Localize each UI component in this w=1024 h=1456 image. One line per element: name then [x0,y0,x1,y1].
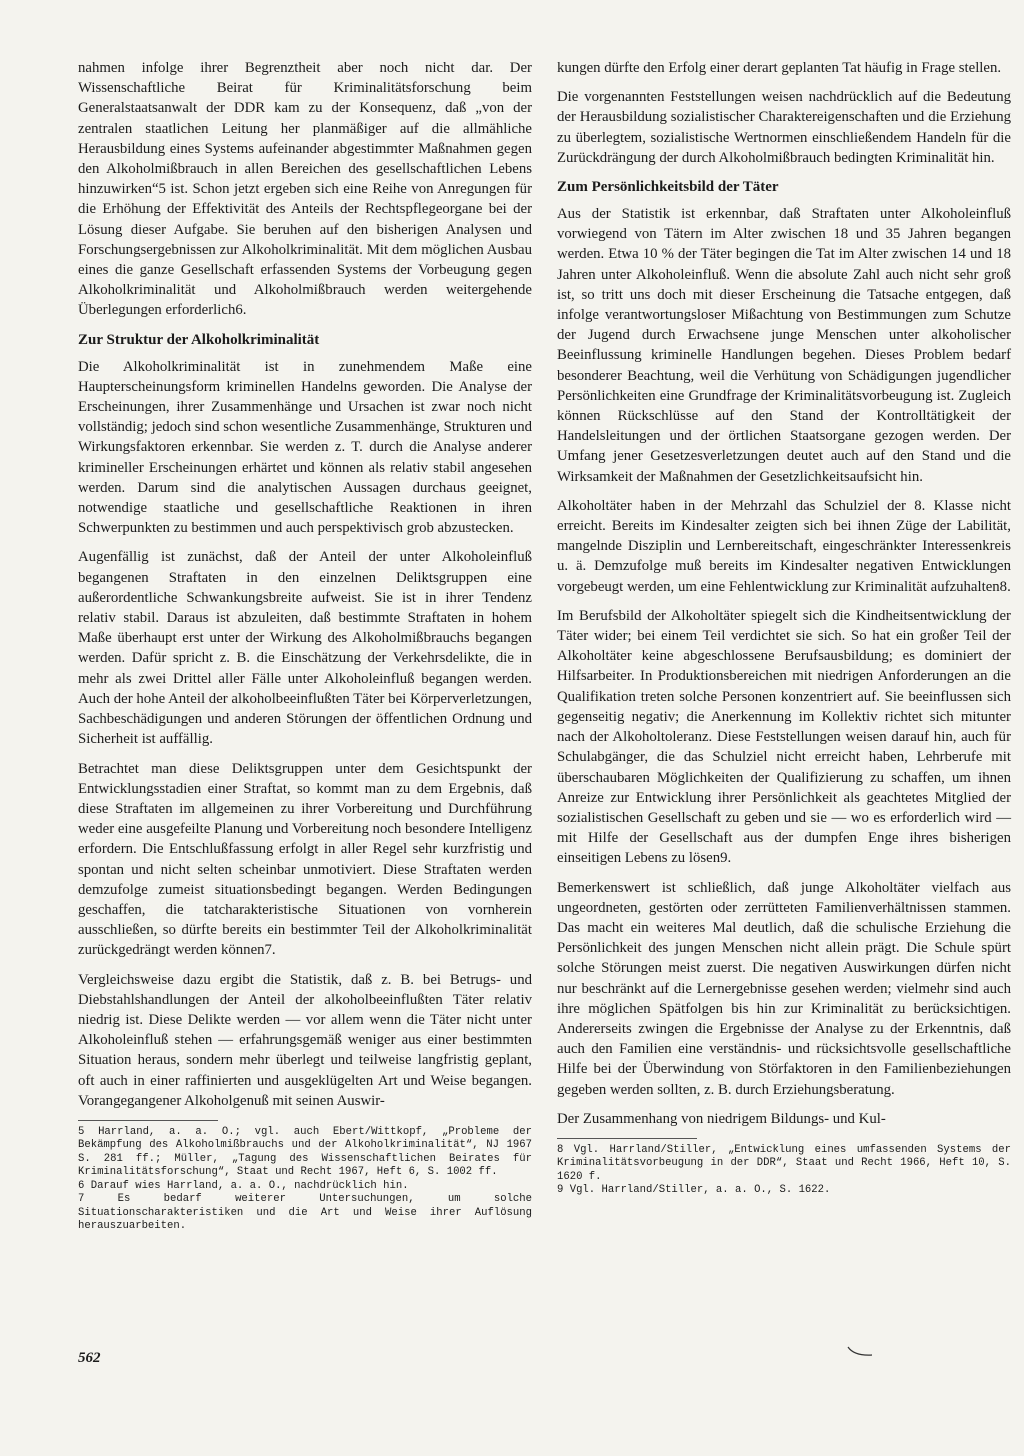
footnote: 7 Es bedarf weiterer Untersuchungen, um solche Situationscharakteristiken und die Art und Weise ihrer Auflösung herauszuarbeiten. [78,1193,532,1233]
paragraph: Vergleichsweise dazu ergibt die Statistik, daß z. B. bei Betrugs- und Diebstahlshandlungen der Anteil der alkoholbeeinflußten Täter relativ niedrig ist. Diese Delikte werden — vor allem wenn die Täter nicht unter Alkoholeinfluß stehen — erfahrungsgemäß weniger aus einer bestimmten Situation heraus, sondern mehr überlegt und teilweise langfristig geplant, oft auch in einer raffinierten und ausgeklügelten Art und Weise begangen. Vorangegangener Alkoholgenuß mit seinen Auswir- [78,971,532,1109]
paragraph: Der Zusammenhang von niedrigem Bildungs- und Kul- [557,1110,886,1127]
footnote-rule [78,1120,218,1121]
footnote: 5 Harrland, a. a. O.; vgl. auch Ebert/Wittkopf, „Probleme der Bekämpfung des Alkoholmißbrauchs und der Alkoholkriminalität“, NJ 1967 S. 281 ff.; Müller, „Tagung des Wissenschaftlichen Beirates für Kriminalitätsforschung“, Staat und Recht 1967, Heft 6, S. 1002 ff. [78,1125,532,1179]
left-column [78,58,532,1234]
paragraph: Im Berufsbild der Alkoholtäter spiegelt sich die Kindheitsentwicklung der Täter wider; bei einem Teil verdichtet sie sich. So hat ein großer Teil der Alkoholtäter keine abgeschlossene Berufsausbildung; es dominiert der Hilfsarbeiter. In Produktionsbereichen mit niedrigen Anforderungen an die Qualifikation treten solche Personen konzentriert auf. Sie beeinflussen sich gegenseitig negativ; die Anerkennung im Kollektiv richtet sich mitunter nach der Alkoholtoleranz. Diese Feststellungen weisen darauf hin, auch für Schulabgänger, die das Schulziel nicht erreicht haben, Lehrberufe mit überschaubaren Möglichkeiten der Qualifizierung zu schaffen, um ihnen Anreize zur Entwicklung ihrer Persönlichkeit als geachtetes Mitglied der sozialistischen Gesellschaft zu geben und sie — wo es erforderlich wird — mit Hilfe der Gesellschaft aus der dumpfen Enge ihres bisherigen einseitigen Lebens zu lösen9. [557,607,1011,867]
right-column [557,58,1011,1198]
footnote: 9 Vgl. Harrland/Stiller, a. a. O., S. 1622. [557,1184,831,1197]
footnote: 8 Vgl. Harrland/Stiller, „Entwicklung eines umfassenden Systems der Kriminalitätsvorbeugung in der DDR“, Staat und Recht 1966, Heft 10, S. 1620 f. [557,1143,1011,1183]
paragraph: Augenfällig ist zunächst, daß der Anteil der unter Alkoholeinfluß begangenen Straftaten in den einzelnen Deliktsgruppen eine außerordentliche Schwankungsbreite aufweist. Sie ist in ihrer Tendenz relativ stabil. Daraus ist abzuleiten, daß bestimmte Straftaten in hohem Maße überhaupt erst unter der Wirkung des Alkoholmißbrauchs begangen werden. Dafür spricht z. B. die Einschätzung der Verkehrsdelikte, die in mehr als zwei Drittel aller Fälle unter Alkoholeinfluß begangen werden. Auch der hohe Anteil der alkoholbeeinflußten Täter bei Körperverletzungen, Sachbeschädigungen und anderen Störungen der öffentlichen Ordnung und Sicherheit ist auffällig. [78,549,532,748]
paragraph: Die Alkoholkriminalität ist in zunehmendem Maße eine Haupterscheinungsform kriminellen Handelns geworden. Die Analyse der Erscheinungen, ihrer Zusammenhänge und Ursachen ist zwar noch nicht vollständig; jedoch sind schon wesentliche Zusammenhänge, Strukturen und Wirkungsfaktoren erkennbar. Sie werden z. T. durch die Analyse anderer krimineller Erscheinungen erhärtet und können als relativ stabil angesehen werden. Darum sind die analytischen Aussagen durchaus geeignet, notwendige staatliche und gesellschaftliche Reaktionen in ihren Schwerpunkten zu bestimmen und auch perspektivisch grob abzustecken. [78,358,532,537]
pen-mark-icon [846,1344,874,1358]
paragraph: Bemerkenswert ist schließlich, daß junge Alkoholtäter vielfach aus ungeordneten, gestörten oder zerrütteten Familienverhältnissen stammen. Das macht ein weiteres Mal deutlich, daß die schulische Erziehung die Persönlichkeit des jungen Menschen nicht allein prägt. Die Schule spürt solche Störungen meist zuerst. Die negativen Auswirkungen dürfen nicht nur beschränkt auf die Lernergebnisse gesehen werden; vielmehr sind auch ihre möglichen Spätfolgen bis hin zur Kriminalität zu berücksichtigen. Andererseits zwingen die Ergebnisse der Analyse zu der Erkenntnis, daß auch den Familien eine verständnis- und rücksichtsvolle gesellschaftliche Hilfe bei der Überwindung von Störfaktoren in den Familienbeziehungen gegeben werden sollten, z. B. durch Erziehungsberatung. [557,879,1011,1098]
paragraph: kungen dürfte den Erfolg einer derart geplanten Tat häufig in Frage stellen. [557,60,1002,76]
page-number: 562 [78,1350,101,1366]
paragraph: nahmen infolge ihrer Begrenztheit aber noch nicht dar. Der Wissenschaftliche Beirat für Kriminalitätsforschung beim Generalstaatsanwalt der DDR kam zu der Konsequenz, daß „von der zentralen staatlichen Leitung her planmäßiger auf die allmähliche Herausbildung eines Systems aufeinander abgestimmter Maßnahmen gegen den Alkoholmißbrauch in allen Bereichen des gesellschaftlichen Lebens hinzuwirken“5 ist. Schon jetzt ergeben sich eine Reihe von Anregungen für die Erhöhung der Effektivität des Anteils der Rechtspflegeorgane bei der Lösung dieser Aufgabe. Sie beruhen auf den bisherigen Analysen und Forschungsergebnissen zur Alkoholkriminalität. Mit dem möglichen Ausbau eines die ganze Gesellschaft erfassenden Systems der Vorbeugung gegen Alkoholkriminalität und Alkoholmißbrauch werden weitergehende Überlegungen erforderlich6. [78,60,532,319]
footnote-rule [557,1138,697,1139]
paragraph: Aus der Statistik ist erkennbar, daß Straftaten unter Alkoholeinfluß vorwiegend von Tätern im Alter zwischen 18 und 35 Jahren begangen werden. Etwa 10 % der Täter begingen die Tat im Alter zwischen 14 und 18 Jahren unter Alkoholeinfluß. Wenn die absolute Zahl auch nicht sehr groß ist, so tritt uns doch mit dieser Erscheinung die Tatsache entgegen, daß infolge verantwortungsloser Mißachtung von Bestimmungen zum Schutze der Jugend durch Erwachsene junge Menschen unter alkoholischer Beeinflussung kriminelle Handlungen begehen. Dieses Problem bedarf besonderer Beachtung, weil die Verhütung von Schädigungen jugendlicher Persönlichkeiten eine Grundfrage der Kriminalitätsvorbeugung ist. Zugleich können Rückschlüsse auf den Stand der Kontrolltätigkeit der Handelsleitungen und der örtlichen Staatsorgane gezogen werden. Der Umfang jener Gesetzesverletzungen deutet auch auf den Stand und die Wirksamkeit der Maßnahmen der Gesetzlichkeitsaufsicht hin. [557,206,1011,485]
paragraph: Die vorgenannten Feststellungen weisen nachdrücklich auf die Bedeutung der Herausbildung sozialistischer Charaktereigenschaften und die Erziehung zu überlegtem, sozialistische Wertnormen einschließendem Handeln für die Zurückdrängung der durch Alkoholmißbrauch bedingten Kriminalität hin. [557,89,1011,166]
footnote: 6 Darauf wies Harrland, a. a. O., nachdrücklich hin. [78,1179,409,1192]
paragraph: Betrachtet man diese Deliktsgruppen unter dem Gesichtspunkt der Entwicklungsstadien einer Straftat, so kommt man zu dem Ergebnis, daß diese Straftaten im allgemeinen zu ihrer Vorbereitung und Durchführung weder eine ausgefeilte Planung und Vorbereitung noch besondere Intelligenz erfordern. Die Entschlußfassung erfolgt in aller Regel sehr kurzfristig und spontan und nicht selten scheinbar unmotiviert. Diese Straftaten werden demzufolge zumeist situationsbedingt begangen. Werden Bedingungen geschaffen, die tatcharakteristische Situationen von vornherein ausschließen, so dürfte bereits ein bestimmter Teil der Alkoholkriminalität zurückgedrängt werden können7. [78,760,532,959]
section-heading: Zur Struktur der Alkoholkriminalität [78,331,320,348]
footnotes [557,1144,1011,1198]
footnotes [78,1126,532,1234]
paragraph: Alkoholtäter haben in der Mehrzahl das Schulziel der 8. Klasse nicht erreicht. Bereits im Kindesalter zeigten sich bei ihnen Züge der Labilität, mangelnde Disziplin und Lernbereitschaft, eingeschränkter Interessenkreis u. ä. Demzufolge muß bereits im Kindesalter negativen Entwicklungen vorgebeugt werden, um eine Fehlentwicklung zur Kriminalität aufzuhalten8. [557,497,1011,595]
section-heading: Zum Persönlichkeitsbild der Täter [557,179,779,196]
